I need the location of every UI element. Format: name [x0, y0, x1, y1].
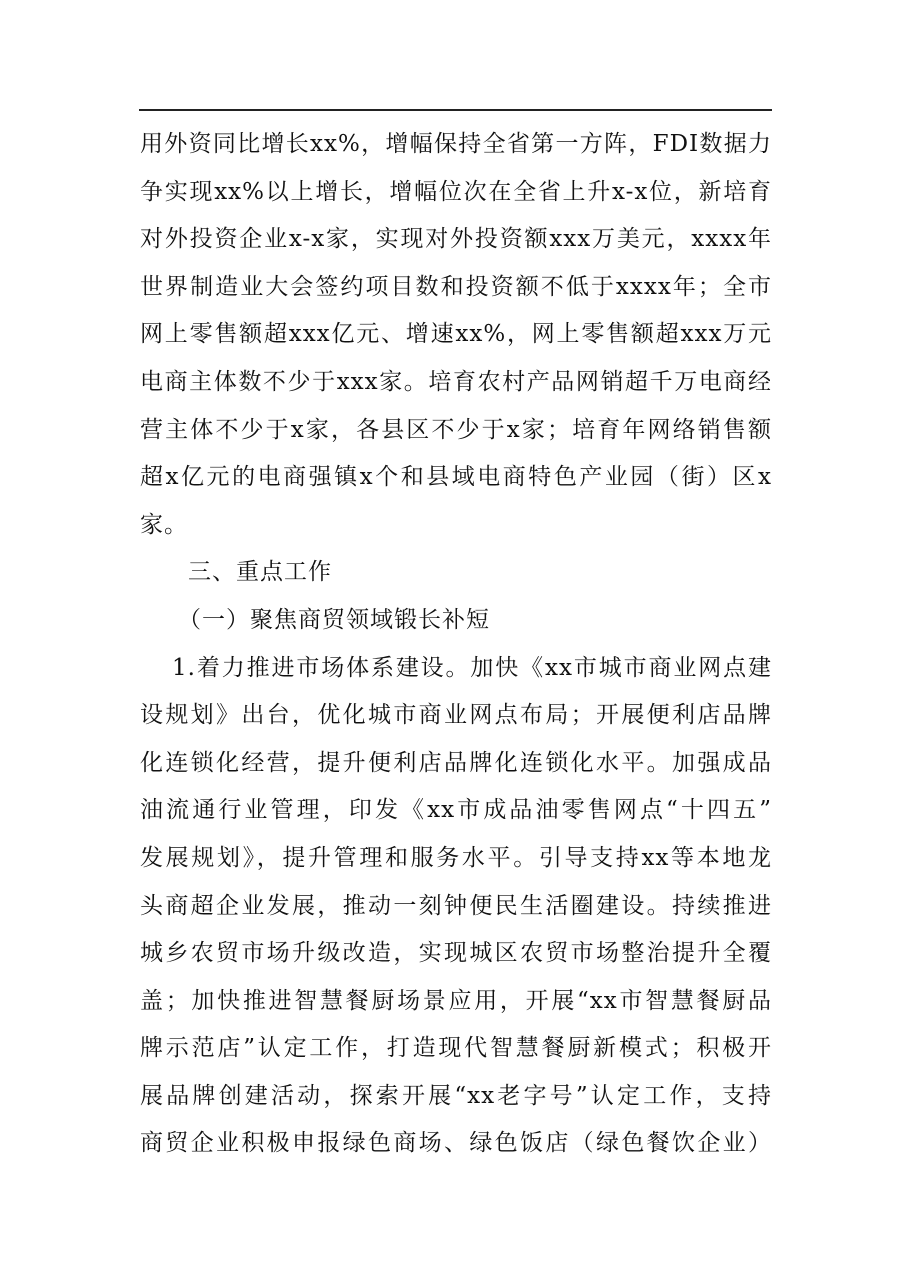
text-line: 家。 — [140, 511, 188, 538]
text-line: 商贸企业积极申报绿色商场、绿色饭店（绿色餐饮企业） — [140, 1130, 772, 1157]
text-line: 化连锁化经营，提升便利店品牌化连锁化水平。加强成品 — [140, 749, 772, 776]
text-line: 油流通行业管理，印发《xx市成品油零售网点“十四五” — [140, 797, 772, 824]
text-line: 网上零售额超xxx亿元、增速xx%，网上零售额超xxx万元 — [140, 321, 772, 348]
text-line: 城乡农贸市场升级改造，实现城区农贸市场整治提升全覆 — [140, 940, 772, 967]
section-heading: 三、重点工作 — [188, 559, 332, 586]
text-line: 发展规划》，提升管理和服务水平。引导支持xx等本地龙 — [140, 844, 772, 871]
subsection-heading: （一）聚焦商贸领域锻长补短 — [178, 606, 490, 633]
paragraph-market-system — [140, 645, 772, 1169]
text-line: 用外资同比增长xx%，增幅保持全省第一方阵，FDI数据力 — [140, 131, 772, 157]
text-line: 1.着力推进市场体系建设。加快《xx市城市商业网点建 — [172, 654, 772, 681]
header-rule — [139, 109, 772, 111]
text-line: 电商主体数不少于xxx家。培育农村产品网销超千万电商经 — [140, 368, 772, 395]
text-line: 设规划》出台，优化城市商业网点布局；开展便利店品牌 — [140, 702, 772, 729]
text-line: 盖；加快推进智慧餐厨场景应用，开展“xx市智慧餐厨品 — [140, 987, 772, 1014]
text-line: 超x亿元的电商强镇x个和县域电商特色产业园（街）区x — [140, 464, 772, 491]
text-line: 牌示范店”认定工作，打造现代智慧餐厨新模式；积极开 — [140, 1035, 772, 1062]
text-line: 对外投资企业x-x家，实现对外投资额xxx万美元，xxxx年 — [140, 226, 772, 253]
text-line: 营主体不少于x家，各县区不少于x家；培育年网络销售额 — [140, 416, 772, 443]
text-line: 争实现xx%以上增长，增幅位次在全省上升x-x位，新培育 — [140, 178, 772, 205]
text-line: 展品牌创建活动，探索开展“xx老字号”认定工作，支持 — [140, 1082, 772, 1109]
document-body — [140, 121, 772, 1168]
text-line: 世界制造业大会签约项目数和投资额不低于xxxx年；全市 — [140, 273, 772, 300]
paragraph-continued — [140, 121, 772, 549]
text-line: 头商超企业发展，推动一刻钟便民生活圈建设。持续推进 — [140, 892, 772, 919]
